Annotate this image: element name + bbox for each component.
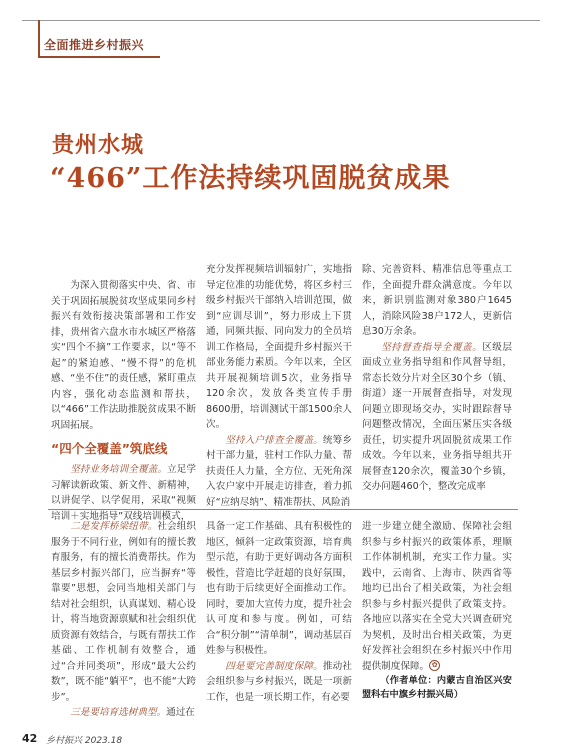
section-underline [38, 56, 160, 58]
paragraph: 充分发挥视频培训辐射广，实地指导定位准的功能优势，将区乡村三级乡村振兴干部纳入培训范围，做到“应训尽训”，努力形成上下贯通，同频共振、同向发力的全员培训工作格局，全面提升乡村振兴干部业务能力素质。今年以来，全区共开展视频培训5次，业务指导120余次，发放各类宣传手册8600册，培训测试干部1500余人次。 [206, 264, 352, 430]
page-number: 42 [22, 732, 38, 745]
author-affiliation: （作者单位：内蒙古自治区兴安盟科右中旗乡村振兴局） [362, 675, 512, 700]
column-2 [206, 262, 352, 510]
paragraph-lead: 坚持业务培训全覆盖。 [70, 464, 168, 475]
paragraph-lead: 三是要培育选树典型。 [70, 707, 167, 718]
bottom-column-3 [362, 519, 512, 702]
paragraph-text: 立足学习解读新政策、新文件、新精神，以讲促学、以学促用，采取“视频培训＋实地指导”双线培训模式， [51, 464, 197, 522]
paragraph-lead: 二是发挥桥梁纽带。 [70, 521, 158, 532]
paragraph: 除、完善资料、精准信息等重点工作，全面提升群众满意度。今年以来，新识别监测对象380户1645人，消除风险38户172人，更新信息30万余条。 [362, 264, 512, 337]
bottom-column-1 [51, 519, 196, 721]
paragraph [51, 519, 196, 705]
intro-paragraph: 为深入贯彻落实中央、省、市关于巩固拓展脱贫攻坚成果同乡村振兴有效衔接决策部署和工作安排，贵州省六盘水市水城区严格落实“四个不摘”工作要求，以“等不起”的紧迫感、“慢不得”的危机感、“坐不住”的责任感，紧盯重点内容，强化动态监测和帮扶，以“466”工作法助推脱贫成果不断巩固拓展。 [51, 280, 196, 431]
section-marker [38, 20, 40, 58]
paragraph-lead: 四是要完善制度保障。 [225, 660, 323, 672]
bottom-column-2 [206, 519, 352, 705]
article-title: “466”工作法持续巩固脱贫成果 [50, 163, 451, 194]
paragraph-lead: 坚持督查指导全覆盖。 [381, 341, 483, 353]
paragraph-lead: 坚持入户排查全覆盖。 [225, 434, 323, 446]
section-tag: 全面推进乡村振兴 [44, 38, 145, 52]
column-1 [51, 278, 196, 524]
column-3 [362, 262, 512, 495]
paragraph-text: 进一步建立健全激励、保障社会组织参与乡村振兴的政策体系，理顺工作体制机制，充实工作力量。实践中，云南省、上海市、陕西省等地均已出台了相关政策，为社会组织参与乡村振兴提供了政策支持。各地应以落实在全党大兴调查研究为契机，及时出台相关政策，为更好发挥社会组织在乡村振兴中作用提供制度保障。 [362, 521, 512, 672]
magazine-name: 乡村振兴 2023.18 [46, 736, 123, 746]
paragraph [362, 519, 512, 674]
section-heading: “四个全覆盖”筑底线 [51, 441, 168, 456]
paragraph [206, 433, 352, 511]
paragraph-text: 推动社会组织参与乡村振兴，既是一项新工作，也是一项长期工作，有必要 [206, 660, 353, 703]
paragraph [362, 340, 512, 495]
paragraph [206, 659, 352, 706]
section-divider [48, 509, 518, 510]
paragraph [51, 462, 196, 524]
paragraph-text: 统筹乡村干部力量，驻村工作队力量、帮扶责任人力量，全方位、无死角深入农户家中开展走访排查，着力抓好“应纳尽纳”、精准帮扶、风险消 [206, 434, 353, 508]
paragraph-text: 社会组织服务于不同行业，例如有的擅长教育服务，有的擅长消费帮扶。作为基层乡村振兴部门，应当摒弃“等靠要”思想，会同当地相关部门与结对社会组织，认真谋划、精心设计，将当地资源禀赋和社会组织优质资源有效结合，与既有帮扶工作基础、工作机制有效整合，通过“合并同类项”，形成“最大公约数”，既不能“躺平”，也不能“大跨步”。 [51, 521, 197, 703]
end-mark-icon: ✿ [429, 660, 440, 671]
paragraph-text: 区级层面成立业务指导组和作风督导组，常态长效分片对全区30个乡（镇、街道）逐一开展督查指导，对发现问题立即现场交办，实时跟踪督导问题整改情况，全面压紧压实各级责任，切实提升巩固脱贫成果工作成效。今年以来，业务指导组共开展督查120余次，覆盖30个乡镇，交办问题460个，整改完成率 [362, 341, 512, 492]
paragraph: 具备一定工作基础、具有积极性的地区，倾斜一定政策资源，培育典型示范，有助于更好调动各方面积极性，营造比学赶超的良好氛围，也有助于后续更好全面推动工作。同时，要加大宣传力度，提升社会认可度和参与度。例如，可结合“积分制”“清单制”，调动基层百姓参与积极性。 [206, 521, 352, 656]
article-subtitle: 贵州水城 [52, 132, 145, 157]
paragraph [51, 705, 196, 721]
paragraph-text: 通过在 [166, 707, 195, 718]
top-divider [22, 20, 540, 21]
